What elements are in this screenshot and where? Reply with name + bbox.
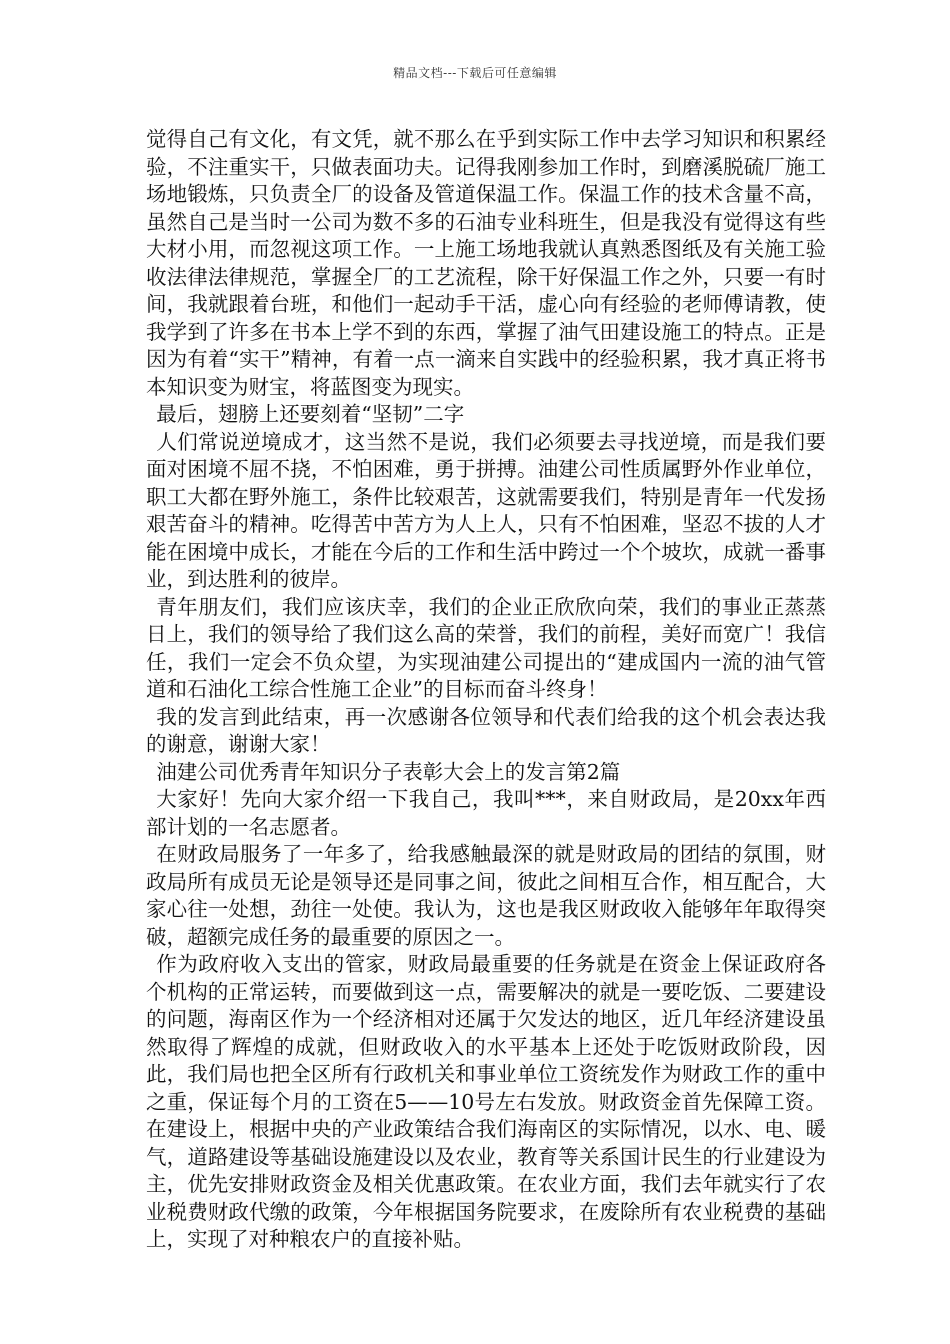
paragraph: 作为政府收入支出的管家，财政局最重要的任务就是在资金上保证政府各个机构的正常运转，而要做到这一点，需要解决的就是一要吃饭、二要建设的问题，海南区作为一个经济相对还属于欠发达的地区，近几年经济建设虽然取得了辉煌的成就，但财政收入的水平基本上还处于吃饭财政阶段，因此，我们局也把全区所有行政机关和事业单位工资统发作为财政工作的重中之重，保证每个月的工资在5——10号左右发放。财政资金首先保障工资。在建设上，根据中央的产业政策结合我们海南区的实际情况，以水、电、暖气，道路建设等基础设施建设以及农业，教育等关系国计民生的行业建设为主，优先安排财政资金及相关优惠政策。在农业方面，我们去年就实行了农业税费财政代缴的政策，今年根据国务院要求，在废除所有农业税费的基础上，实现了对种粮农户的直接补贴。 (146, 952, 826, 1251)
paragraph: 觉得自己有文化，有文凭，就不那么在乎到实际工作中去学习知识和积累经验，不注重实干，只做表面功夫。记得我刚参加工作时，到磨溪脱硫厂施工场地锻炼，只负责全厂的设备及管道保温工作。保温工作的技术含量不高，虽然自己是当时一公司为数不多的石油专业科班生，但是我没有觉得这有些大材小用，而忽视这项工作。一上施工场地我就认真熟悉图纸及有关施工验收法律法律规范，掌握全厂的工艺流程，除干好保温工作之外，只要一有时间，我就跟着台班，和他们一起动手干活，虚心向有经验的老师傅请教，使我学到了许多在书本上学不到的东西，掌握了油气田建设施工的特点。正是因为有着“实干”精神，有着一点一滴来自实践中的经验积累，我才真正将书本知识变为财宝，将蓝图变为现实。 (146, 127, 826, 399)
section-heading: 最后，翅膀上还要刻着“坚韧”二字 (156, 402, 465, 426)
article-title: 油建公司优秀青年知识分子表彰大会上的发言第2篇 (156, 759, 621, 784)
paragraph: 人们常说逆境成才，这当然不是说，我们必须要去寻找逆境，而是我们要面对困境不屈不挠，不怕困难，勇于拼搏。油建公司性质属野外作业单位，职工大都在野外施工，条件比较艰苦，这就需要我们，特别是青年一代发扬艰苦奋斗的精神。吃得苦中苦方为人上人，只有不怕困难，坚忍不拔的人才能在困境中成长，才能在今后的工作和生活中跨过一个个坡坎，成就一番事业，到达胜利的彼岸。 (146, 429, 826, 591)
paragraph: 青年朋友们，我们应该庆幸，我们的企业正欣欣向荣，我们的事业正蒸蒸日上，我们的领导给了我们这么高的荣誉，我们的前程，美好而宽广！我信任，我们一定会不负众望，为实现油建公司提出的“建成国内一流的油气管道和石油化工综合性施工企业”的目标而奋斗终身！ (146, 594, 826, 701)
paragraph: 在财政局服务了一年多了，给我感触最深的就是财政局的团结的氛围，财政局所有成员无论是领导还是同事之间，彼此之间相互合作，相互配合，大家心往一处想，劲往一处使。我认为，这也是我区财政收入能够年年取得突破，超额完成任务的最重要的原因之一。 (146, 842, 826, 949)
paragraph: 大家好！先向大家介绍一下我自己，我叫***，来自财政局，是20xx年西部计划的一名志愿者。 (146, 787, 826, 839)
page-header: 精品文档---下载后可任意编辑 (393, 66, 557, 80)
document-body (146, 126, 826, 1254)
paragraph: 我的发言到此结束，再一次感谢各位领导和代表们给我的这个机会表达我的谢意，谢谢大家！ (146, 704, 826, 756)
